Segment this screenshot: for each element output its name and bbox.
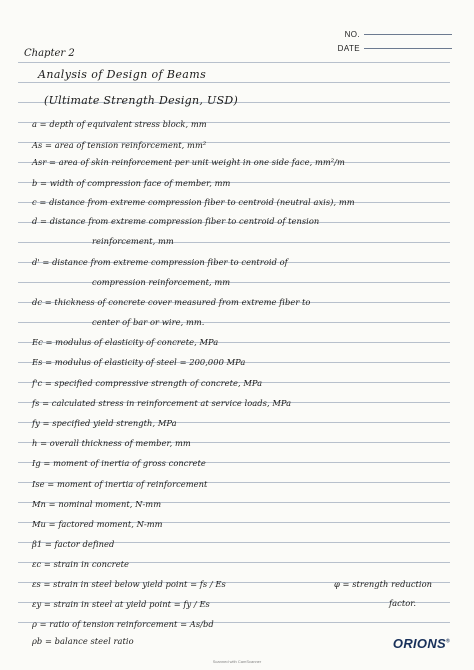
- definition-h: h = overall thickness of member, mm: [32, 438, 191, 448]
- definition-epsilon-y: εy = strain in steel at yield point = fy / Es: [32, 599, 210, 609]
- page-number-line: [364, 34, 452, 35]
- definition-ig: Ig = moment of inertia of gross concrete: [32, 458, 206, 468]
- brand-name: ORIONS: [392, 636, 447, 651]
- page-date-text: DATE: [337, 44, 360, 53]
- definition-phi-line-1: φ = strength reduction: [334, 579, 433, 589]
- definition-asr: Asr = area of skin reinforcement per unit weight in one side face, mm²/m: [32, 157, 345, 167]
- definition-epsilon-s: εs = strain in steel below yield point = fs / Es: [32, 579, 226, 589]
- ruled-line: [18, 282, 450, 283]
- lesson-title: Analysis of Design of Beams: [38, 68, 207, 81]
- definition-d-line-1: d = distance from extreme compression fiber to centroid of tension: [32, 216, 320, 226]
- brand-mark: ®: [446, 638, 450, 645]
- definition-fs: fs = calculated stress in reinforcement at service loads, MPa: [32, 398, 292, 408]
- definition-b: b = width of compression face of member, mm: [32, 178, 231, 188]
- definition-dc-line-1: dc = thickness of concrete cover measured from extreme fiber to: [32, 297, 311, 307]
- ruled-line: [18, 82, 450, 83]
- definition-fc: f'c = specified compressive strength of concrete, MPa: [32, 378, 263, 388]
- definition-beta1: β1 = factor defined: [32, 539, 115, 549]
- chapter-heading: Chapter 2: [24, 48, 75, 59]
- definition-as: As = area of tension reinforcement, mm²: [32, 140, 207, 150]
- page-number-text: NO.: [344, 30, 360, 39]
- definition-es: Es = modulus of elasticity of steel = 200,000 MPa: [32, 357, 246, 367]
- definition-ise: Ise = moment of inertia of reinforcement: [32, 479, 208, 489]
- orions-logo: [393, 636, 450, 651]
- definition-phi-line-2: factor.: [389, 598, 417, 608]
- scan-note: Scanned with CamScanner: [212, 659, 262, 664]
- definition-rho: ρ = ratio of tension reinforcement = As/bd: [32, 619, 214, 629]
- definition-dc-line-2: center of bar or wire, mm.: [92, 317, 205, 327]
- page-date-line: [364, 48, 452, 49]
- definition-ec: Ec = modulus of elasticity of concrete, MPa: [32, 337, 219, 347]
- definition-d-prime-line-1: d' = distance from extreme compression fiber to centroid of: [32, 257, 288, 267]
- definition-c: c = distance from extreme compression fiber to centroid (neutral axis), mm: [32, 197, 355, 207]
- page-date-label: [338, 44, 452, 53]
- definition-fy: fy = specified yield strength, MPa: [32, 418, 177, 428]
- lesson-subtitle: (Ultimate Strength Design, USD): [44, 94, 239, 107]
- definition-mu: Mu = factored moment, N-mm: [32, 519, 163, 529]
- ruled-line: [18, 322, 450, 323]
- ruled-line: [18, 62, 450, 63]
- definition-mn: Mn = nominal moment, N-mm: [32, 499, 162, 509]
- definition-a: a = depth of equivalent stress block, mm: [32, 119, 207, 129]
- definition-rho-b: ρb = balance steel ratio: [32, 636, 134, 646]
- ruled-line: [18, 242, 450, 243]
- definition-epsilon-c: εc = strain in concrete: [32, 559, 130, 569]
- definition-d-prime-line-2: compression reinforcement, mm: [92, 277, 231, 287]
- page-number-label: [345, 30, 452, 39]
- definition-d-line-2: reinforcement, mm: [92, 236, 174, 246]
